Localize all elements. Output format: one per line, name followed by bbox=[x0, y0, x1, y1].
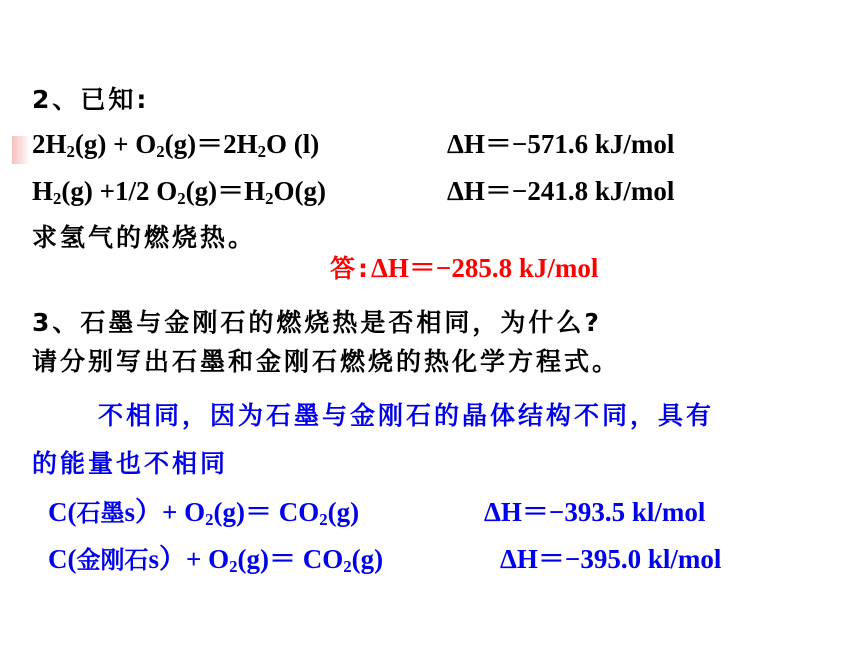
q3-equation-graphite-dh: ΔH＝−393.5 kl/mol bbox=[484, 497, 706, 527]
q2-heading: 2、已知: bbox=[32, 85, 150, 114]
q3-question-line-2: 请分别写出石墨和金刚石燃烧的热化学方程式。 bbox=[32, 347, 621, 376]
q3-equation-diamond-dh: ΔH＝−395.0 kl/mol bbox=[500, 544, 722, 574]
q3-answer-line-2: 的能量也不相同 bbox=[32, 449, 229, 478]
q2-answer-value: ΔH＝−285.8 kJ/mol bbox=[371, 253, 599, 283]
q2-answer-label: 答: bbox=[330, 254, 371, 283]
q2-equation-1: $2H_2(g) + O_2(g)=2H_2O$ (l) bbox=[32, 129, 320, 162]
q3-equation-graphite: C(石墨$s)+ O_2(g)= CO_2(g)$ bbox=[48, 497, 360, 530]
q2-question: 求氢气的燃烧热。 bbox=[32, 223, 257, 252]
slide-accent-bar bbox=[12, 136, 30, 164]
q2-equation-1-dh: ΔH＝−571.6 kJ/mol bbox=[447, 129, 675, 159]
q3-answer-line-1: 不相同，因为石墨与金刚石的晶体结构不同，具有 bbox=[98, 401, 715, 430]
q3-equation-diamond: C(金刚石$s)+ O_2(g)= CO_2(g)$ bbox=[48, 544, 384, 577]
q3-question-line-1: 3、石墨与金刚石的燃烧热是否相同，为什么? bbox=[32, 308, 602, 337]
q2-answer bbox=[330, 246, 598, 285]
q2-equation-2: $H_2(g) +1/2$ $O_2(g)=H_2O(g)$ bbox=[32, 176, 326, 209]
q2-equation-2-dh: ΔH＝−241.8 kJ/mol bbox=[447, 176, 675, 206]
